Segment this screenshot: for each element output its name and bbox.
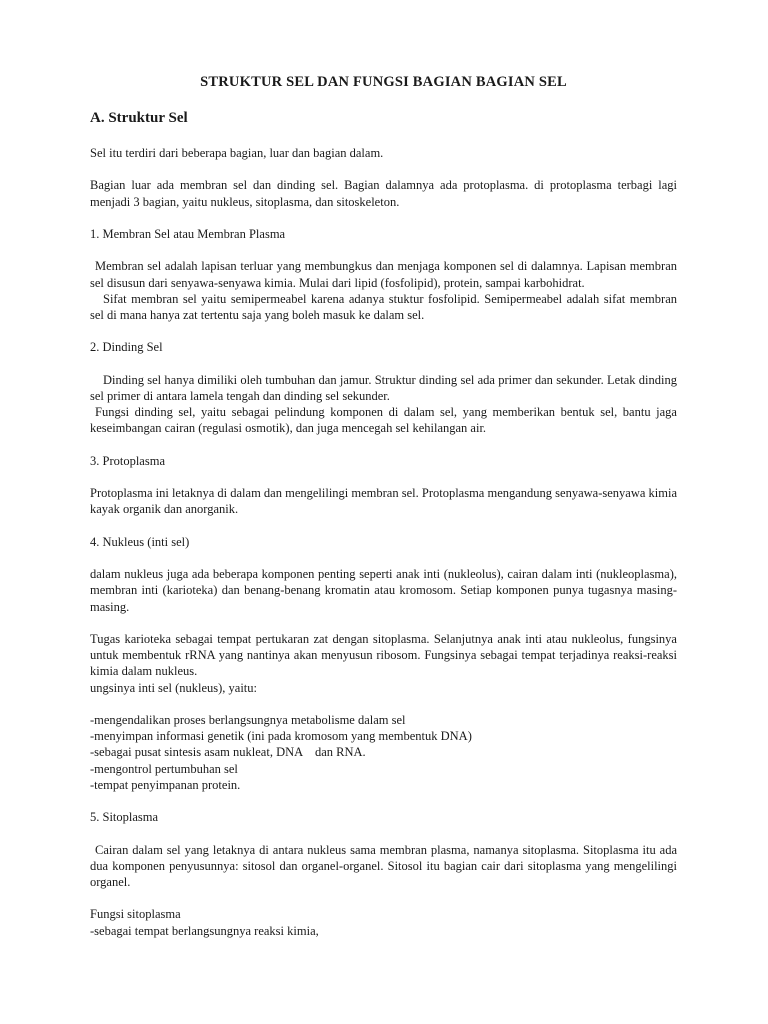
- list-item: -tempat penyimpanan protein.: [90, 777, 241, 792]
- heading-membran-sel: 1. Membran Sel atau Membran Plasma: [90, 226, 286, 241]
- list-item: -sebagai tempat berlangsungnya reaksi kimia,: [90, 923, 319, 938]
- list-item: -menyimpan informasi genetik (ini pada kromosom yang membentuk DNA): [90, 729, 472, 744]
- nukleus-paragraph-1: dalam nukleus juga ada beberapa komponen penting seperti anak inti (nukleolus), cairan dalam inti (nukleoplasma), membran inti (karioteka) dan benang-benang kromatin atau kromosom. Setiap komponen punya tugasnya masing-masing.: [90, 567, 677, 614]
- heading-protoplasma: 3. Protoplasma: [90, 453, 165, 468]
- document-title: STRUKTUR SEL DAN FUNGSI BAGIAN BAGIAN SEL: [200, 74, 567, 90]
- heading-dinding-sel: 2. Dinding Sel: [90, 340, 163, 355]
- nukleus-function-list: [90, 712, 677, 793]
- nukleus-paragraph-2: Tugas karioteka sebagai tempat pertukaran zat dengan sitoplasma. Selanjutnya anak inti atau nukleolus, fungsinya untuk membentuk rRNA yang nantinya akan menyusun ribosom. Fungsinya sebagai tempat terjadinya reaksi-reaksi kimia dalam nukleus.: [90, 631, 677, 679]
- nukleus-paragraph-3: ungsinya inti sel (nukleus), yaitu:: [90, 680, 257, 695]
- heading-nukleus: 4. Nukleus (inti sel): [90, 534, 190, 549]
- heading-sitoplasma: 5. Sitoplasma: [90, 810, 159, 825]
- sitoplasma-paragraph: Cairan dalam sel yang letaknya di antara nukleus sama membran plasma, namanya sitoplasma. Sitoplasma itu ada dua komponen penyusunnya: sitosol dan organel-organel. Sitosol itu bagian cair dari sitoplasma yang mengelilingi organel.: [90, 842, 677, 889]
- membran-paragraph-1: Membran sel adalah lapisan terluar yang membungkus dan menjaga komponen sel di dalamnya. Lapisan membran sel disusun dari senyawa-senyawa kimia. Mulai dari lipid (fosfolipid), protein, sampai karbohidrat.: [90, 259, 677, 290]
- dinding-paragraph-1: Dinding sel hanya dimiliki oleh tumbuhan dan jamur. Struktur dinding sel ada primer dan sekunder. Letak dinding sel primer di antara lamela tengah dan dinding sel sekunder.: [90, 372, 677, 403]
- list-item: -sebagai pusat sintesis asam nukleat, DNA dan RNA.: [90, 745, 366, 760]
- document-body: [90, 145, 677, 939]
- list-item: -mengendalikan proses berlangsungnya metabolisme dalam sel: [90, 712, 406, 727]
- list-item: -mengontrol pertumbuhan sel: [90, 761, 238, 776]
- outer-part-paragraph: Bagian luar ada membran sel dan dinding sel. Bagian dalamnya ada protoplasma. di protoplasma terbagi lagi menjadi 3 bagian, yaitu nukleus, sitoplasma, dan sitoskeleton.: [90, 178, 677, 209]
- section-a-heading: A. Struktur Sel: [90, 110, 188, 126]
- fungsi-sitoplasma-heading: Fungsi sitoplasma: [90, 907, 181, 922]
- dinding-paragraph-2: Fungsi dinding sel, yaitu sebagai pelindung komponen di dalam sel, yang memberikan bentuk sel, bantu jaga keseimbangan cairan (regulasi osmotik), dan juga mencegah sel kehilangan air.: [90, 405, 677, 436]
- document-page: [90, 0, 677, 1024]
- protoplasma-paragraph: Protoplasma ini letaknya di dalam dan mengelilingi membran sel. Protoplasma mengandung senyawa-senyawa kimia kayak organik dan anorganik.: [90, 486, 678, 517]
- intro-paragraph: Sel itu terdiri dari beberapa bagian, luar dan bagian dalam.: [90, 146, 384, 160]
- membran-paragraph-2: Sifat membran sel yaitu semipermeabel karena adanya stuktur fosfolipid. Semipermeabel adalah sifat membran sel di mana hanya zat tertentu saja yang boleh masuk ke dalam sel.: [90, 291, 677, 322]
